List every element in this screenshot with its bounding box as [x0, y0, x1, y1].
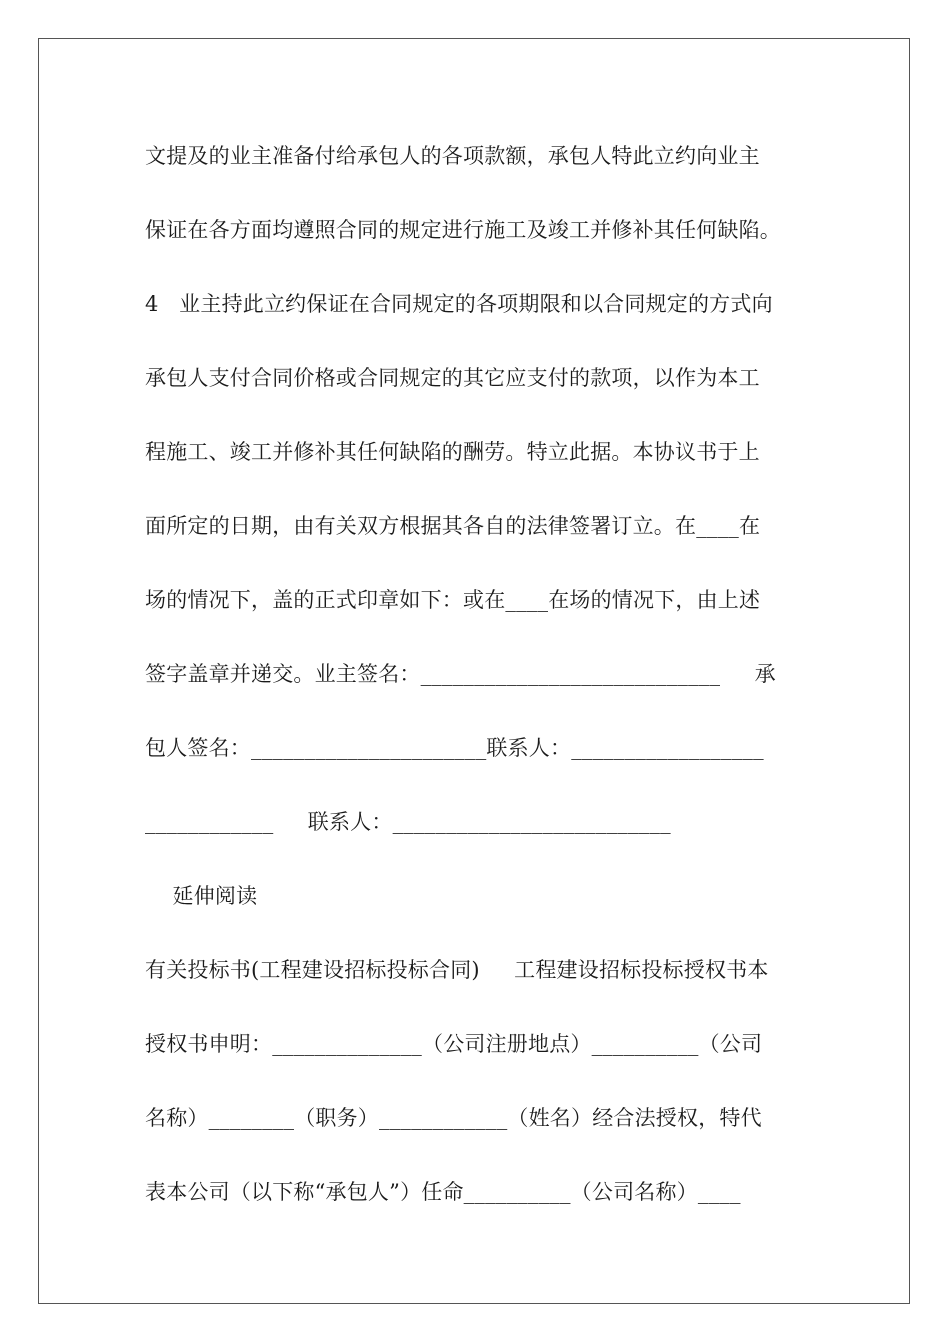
paragraph-line: 面所定的日期，由有关双方根据其各自的法律签署订立。在____在 [145, 514, 761, 538]
paragraph-line: 4 业主持此立约保证在合同规定的各项期限和以合同规定的方式向 [145, 292, 773, 316]
paragraph-line: 保证在各方面均遵照合同的规定进行施工及竣工并修补其任何缺陷。 [145, 218, 781, 242]
signature-line-contractor: 包人签名：______________________联系人：__________________ [145, 736, 764, 760]
contact-line: ____________ 联系人：__________________________ [145, 810, 671, 834]
paragraph-line: 场的情况下，盖的正式印章如下：或在____在场的情况下，由上述 [145, 588, 761, 612]
signature-line-owner: 签字盖章并递交。业主签名：____________________________ 承 [145, 662, 776, 686]
paragraph-line: 授权书申明：______________（公司注册地点）__________（公司 [145, 1032, 763, 1056]
paragraph-line: 名称）________（职务）____________（姓名）经合法授权，特代 [145, 1106, 762, 1130]
paragraph-line: 表本公司（以下称“承包人”）任命__________（公司名称）____ [145, 1180, 741, 1204]
paragraph-line: 有关投标书(工程建设招标投标合同) 工程建设招标投标授权书本 [145, 958, 769, 982]
paragraph-line: 承包人支付合同价格或合同规定的其它应支付的款项，以作为本工 [145, 366, 760, 390]
section-heading-extended-reading: 延伸阅读 [145, 884, 258, 908]
paragraph-line: 文提及的业主准备付给承包人的各项款额，承包人特此立约向业主 [145, 144, 760, 168]
paragraph-line: 程施工、竣工并修补其任何缺陷的酬劳。特立此据。本协议书于上 [145, 440, 760, 464]
